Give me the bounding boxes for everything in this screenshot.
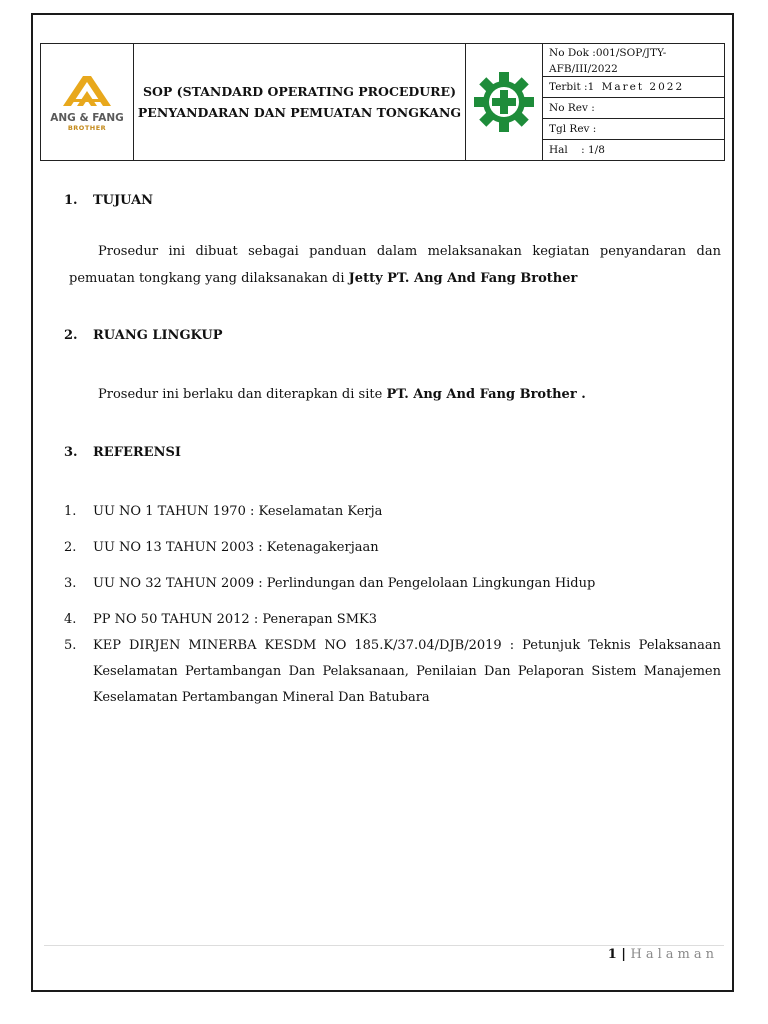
section-heading-referensi: 3. REFERENSI: [64, 445, 181, 460]
sop-title: SOP (STANDARD OPERATING PROCEDURE): [142, 84, 456, 99]
tujuan-paragraph: Prosedur ini dibuat sebagai panduan dalam melaksanakan kegiatan penyandaran dan pemuatan tongkang yang dilaksanakan di Jetty PT. Ang And Fang Brother: [69, 244, 721, 286]
reference-item: 4. PP NO 50 TAHUN 2012 : Penerapan SMK3: [64, 612, 378, 627]
revision-date: Tgl Rev :: [543, 119, 724, 140]
doc-number: No Dok :001/SOP/JTY-AFB/III/2022: [543, 44, 724, 77]
title-block: [134, 44, 466, 160]
page-number: 1: [607, 947, 617, 962]
revision-number: No Rev :: [543, 98, 724, 119]
reference-item: 3. UU NO 32 TAHUN 2009 : Perlindungan dan Pengelolaan Lingkungan Hidup: [64, 576, 596, 591]
section-heading-tujuan: 1. TUJUAN: [64, 193, 154, 208]
ruang-lingkup-paragraph: Prosedur ini berlaku dan diterapkan di site PT. Ang And Fang Brother .: [98, 387, 586, 402]
ang-fang-logo-icon: [59, 72, 115, 110]
company-logo: [41, 44, 134, 160]
reference-item: 2. UU NO 13 TAHUN 2003 : Ketenagakerjaan: [64, 540, 379, 555]
page-footer: [608, 947, 718, 962]
issue-date: Terbit : 1 Maret 2022: [543, 77, 724, 98]
document-header: [40, 43, 725, 161]
k3-logo: [466, 44, 543, 160]
logo-sub: BROTHER: [67, 124, 107, 132]
logo-name: ANG & FANG: [50, 112, 124, 124]
footer-label: Halaman: [630, 947, 718, 962]
footer-divider: [44, 945, 724, 946]
issue-date-value: 1 Maret 2022: [587, 81, 685, 93]
safety-cross-gear-icon: [473, 71, 535, 133]
page-info: Hal : 1/8: [549, 144, 605, 156]
sop-subtitle: PENYANDARAN DAN PEMUATAN TONGKANG: [137, 105, 462, 120]
document-info: [543, 44, 724, 160]
reference-item: 5. KEP DIRJEN MINERBA KESDM NO 185.K/37.04/DJB/2019 : Petunjuk Teknis Pelaksanaan Keselamatan Pertambangan Dan Pelaksanaan, Penilaian Dan Pelaporan Sistem Manajemen Keselamatan Pertambangan Mineral Dan Batubara: [64, 638, 721, 705]
section-heading-ruang-lingkup: 2. RUANG LINGKUP: [64, 328, 223, 343]
footer-separator: |: [616, 947, 631, 962]
reference-item: 1. UU NO 1 TAHUN 1970 : Keselamatan Kerja: [64, 504, 383, 519]
